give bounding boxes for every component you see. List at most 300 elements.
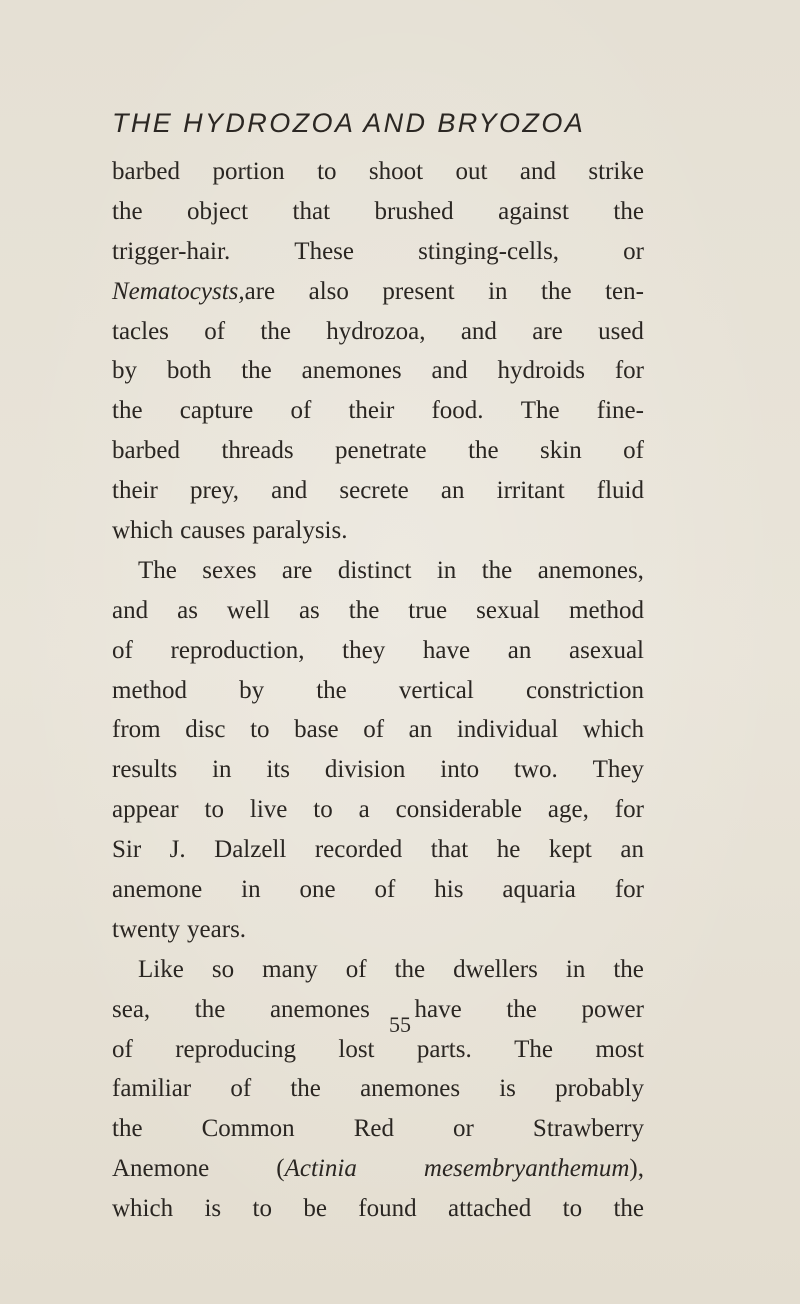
word-part: two. xyxy=(513,756,558,784)
word-part: Sir xyxy=(112,836,142,864)
word xyxy=(313,790,332,830)
text-line xyxy=(112,232,644,272)
word xyxy=(271,471,307,511)
word-part: anemones xyxy=(301,357,402,385)
word-part: the xyxy=(241,357,272,385)
word-part: both xyxy=(166,357,212,385)
word-part: or xyxy=(453,1115,474,1143)
word-part: have xyxy=(422,636,471,664)
word xyxy=(583,710,644,750)
word-part: the xyxy=(613,955,644,983)
word-part: which xyxy=(112,517,174,545)
word-part: an xyxy=(620,836,644,864)
word xyxy=(205,790,224,830)
word xyxy=(290,1069,321,1109)
word xyxy=(212,152,284,192)
word xyxy=(488,272,507,312)
word-part: anemones xyxy=(360,1075,461,1103)
word xyxy=(112,471,158,511)
word-part: and xyxy=(460,317,497,345)
text-line xyxy=(112,351,644,391)
word-part: their xyxy=(348,397,395,425)
word-part: prey, xyxy=(189,477,240,505)
word xyxy=(171,631,305,671)
word-part: capture xyxy=(179,397,254,425)
word-part: disc xyxy=(185,716,226,744)
word xyxy=(508,631,532,671)
text-line xyxy=(112,830,644,870)
word xyxy=(369,152,423,192)
word xyxy=(431,391,483,431)
word-part: base xyxy=(294,716,339,744)
italic-text: Nematocysts, xyxy=(112,277,245,305)
word-part: an xyxy=(408,716,433,744)
word xyxy=(112,830,141,870)
word-part: true xyxy=(408,596,448,624)
word xyxy=(497,471,565,511)
word-part: his xyxy=(434,876,464,904)
word-part: he xyxy=(496,836,521,864)
word xyxy=(538,551,644,591)
word-part: penetrate xyxy=(335,437,427,465)
word xyxy=(457,710,558,750)
word xyxy=(299,591,320,631)
word-part: stinging-cells, xyxy=(418,237,560,265)
word-part: Strawberry xyxy=(532,1115,644,1143)
word-part: the xyxy=(194,995,226,1023)
word-part: that xyxy=(292,197,331,225)
word xyxy=(563,1189,582,1229)
word xyxy=(502,870,576,910)
word xyxy=(293,192,331,232)
word-part: results xyxy=(112,756,178,784)
word-part: power xyxy=(581,995,644,1023)
word xyxy=(180,391,254,431)
word-part: skin xyxy=(540,437,582,465)
word-part: threads xyxy=(221,437,294,465)
word xyxy=(170,830,186,870)
word xyxy=(360,1069,460,1109)
body-text xyxy=(112,152,644,1229)
word xyxy=(346,950,367,990)
word xyxy=(521,391,560,431)
word xyxy=(112,1189,173,1229)
word xyxy=(112,351,137,391)
text-line xyxy=(112,1149,644,1189)
word xyxy=(177,591,198,631)
word xyxy=(418,232,559,272)
text-line xyxy=(112,391,644,431)
word xyxy=(112,431,180,471)
word xyxy=(431,830,469,870)
word-part: by xyxy=(239,676,265,704)
text-line xyxy=(112,710,644,750)
word xyxy=(112,1069,191,1109)
word-part: of xyxy=(112,1035,133,1063)
word xyxy=(204,312,225,352)
word xyxy=(363,710,384,750)
word xyxy=(167,351,211,391)
word-part: shoot xyxy=(368,158,424,185)
word-part: method xyxy=(569,596,644,624)
word xyxy=(598,312,644,352)
word xyxy=(549,830,592,870)
word xyxy=(620,830,644,870)
word xyxy=(569,631,644,671)
word-part: the xyxy=(348,596,380,624)
word-part: of xyxy=(230,1075,252,1103)
word xyxy=(315,830,402,870)
word-part: hydrozoa, xyxy=(326,317,426,345)
word xyxy=(354,1109,394,1149)
word-part: anemones xyxy=(269,995,370,1023)
word-part: to xyxy=(562,1195,583,1223)
word-part: and xyxy=(271,477,308,505)
word xyxy=(214,830,286,870)
word xyxy=(499,1069,516,1109)
word-part: they xyxy=(342,636,386,664)
word xyxy=(112,192,143,232)
word xyxy=(112,232,230,272)
word-part: These xyxy=(294,237,354,265)
word xyxy=(187,910,246,950)
word-part: for xyxy=(614,876,644,904)
word xyxy=(540,431,582,471)
word xyxy=(202,1109,295,1149)
word xyxy=(309,272,349,312)
word xyxy=(112,312,169,352)
word-part: strike xyxy=(588,158,644,185)
word-part: object xyxy=(187,197,249,225)
word xyxy=(339,471,408,511)
word-part: They xyxy=(592,756,644,784)
word xyxy=(498,192,569,232)
word-part: food. xyxy=(431,397,484,425)
word-part: constriction xyxy=(525,676,644,704)
page-number: 55 xyxy=(389,1012,411,1037)
word-part: and xyxy=(519,158,556,185)
word xyxy=(212,950,234,990)
word-part: the xyxy=(316,676,347,704)
word-part: are xyxy=(244,277,276,305)
word-part: twenty xyxy=(112,915,181,943)
word xyxy=(227,591,270,631)
word-part: The xyxy=(520,397,560,425)
word-part: the xyxy=(506,995,537,1023)
word-part: of xyxy=(623,437,644,465)
word-part: lost xyxy=(338,1035,375,1063)
word xyxy=(342,631,385,671)
text-line xyxy=(112,1189,644,1229)
word xyxy=(597,471,644,511)
word-part: which xyxy=(582,716,644,744)
word-part: their xyxy=(112,477,158,505)
word-part: of xyxy=(345,955,367,983)
text-line xyxy=(112,950,644,990)
word-part: familiar xyxy=(112,1075,192,1103)
word-part: a xyxy=(358,796,370,824)
word-part: so xyxy=(211,955,235,983)
word xyxy=(112,1109,143,1149)
word xyxy=(112,631,133,671)
word xyxy=(532,312,563,352)
word-part: well xyxy=(226,596,270,624)
word xyxy=(399,671,474,711)
word xyxy=(302,351,402,391)
word xyxy=(260,312,291,352)
word-part: an xyxy=(440,477,465,505)
word xyxy=(212,750,231,790)
word xyxy=(250,710,269,750)
word xyxy=(456,152,488,192)
word-part: attached xyxy=(447,1195,532,1223)
word xyxy=(112,391,143,431)
word-part: Common xyxy=(201,1115,295,1143)
word xyxy=(112,790,179,830)
word xyxy=(395,950,426,990)
word-part: distinct xyxy=(337,556,412,584)
word xyxy=(112,152,180,192)
word xyxy=(514,750,558,790)
word-part: of xyxy=(112,636,133,664)
word xyxy=(482,551,513,591)
text-line xyxy=(112,471,644,511)
word-part: most xyxy=(595,1035,644,1063)
word-part: parts. xyxy=(416,1035,472,1063)
word-part: into xyxy=(440,756,480,784)
word-part: causes xyxy=(180,517,246,545)
word xyxy=(613,192,644,232)
text-line xyxy=(112,750,644,790)
word-part: the xyxy=(394,955,426,983)
word-part: reproducing xyxy=(175,1035,296,1063)
word-part: the xyxy=(613,1195,644,1223)
word xyxy=(566,950,585,990)
text-line xyxy=(112,152,644,192)
word xyxy=(441,471,465,511)
word xyxy=(348,391,394,431)
word xyxy=(423,631,470,671)
word xyxy=(615,790,644,830)
word-part: appear xyxy=(112,796,179,824)
word xyxy=(138,950,184,990)
word xyxy=(548,790,589,830)
word-part: and xyxy=(431,357,468,385)
word xyxy=(615,351,644,391)
word-part: sexes xyxy=(202,556,257,584)
italic-text: mesembryanthemum xyxy=(423,1155,630,1183)
word-part: division xyxy=(324,756,406,784)
word-part: in xyxy=(436,556,457,584)
word xyxy=(112,910,180,950)
word-part: for xyxy=(614,796,644,824)
word-part: are xyxy=(281,556,313,584)
word-part: reproduction, xyxy=(170,636,305,664)
word xyxy=(204,1189,221,1229)
word xyxy=(613,1189,644,1229)
word-part: of xyxy=(363,716,385,744)
word-part: ten- xyxy=(605,277,644,305)
word-part: to xyxy=(252,1195,272,1223)
word xyxy=(252,511,347,551)
word xyxy=(555,1069,644,1109)
word xyxy=(497,830,521,870)
word-part: sea, xyxy=(112,995,151,1023)
word-part: to xyxy=(204,796,224,824)
word-part: used xyxy=(598,317,644,345)
word-part: against xyxy=(498,197,569,225)
word-part: to xyxy=(313,796,333,824)
word xyxy=(461,312,497,352)
word xyxy=(112,710,161,750)
word xyxy=(138,551,177,591)
word xyxy=(294,232,354,272)
text-line xyxy=(112,671,644,711)
word-part: Anemone xyxy=(112,1155,210,1183)
word xyxy=(349,591,380,631)
word-part: found xyxy=(358,1195,417,1223)
word xyxy=(468,431,499,471)
word-part: to xyxy=(250,716,270,744)
text-line xyxy=(112,431,644,471)
text-line xyxy=(112,511,644,551)
word-part: considerable xyxy=(395,796,523,824)
word-part: as xyxy=(177,596,198,624)
word-part: be xyxy=(303,1195,327,1223)
word xyxy=(434,870,463,910)
word-part: the xyxy=(112,397,143,425)
text-line xyxy=(112,272,644,312)
word-part: the xyxy=(613,197,644,225)
word xyxy=(112,591,148,631)
word-part: is xyxy=(204,1195,222,1223)
word xyxy=(520,152,556,192)
word xyxy=(375,870,396,910)
word-part: ), xyxy=(629,1155,644,1183)
word xyxy=(335,431,427,471)
text-line xyxy=(112,790,644,830)
word-part: and xyxy=(112,596,149,624)
word-part: the xyxy=(112,1115,143,1143)
word-part: of xyxy=(374,876,396,904)
word-part: ( xyxy=(276,1155,285,1183)
word-part: for xyxy=(614,357,644,385)
word xyxy=(338,551,412,591)
word xyxy=(382,272,454,312)
word-part: in xyxy=(488,277,508,305)
italic-text: Actinia xyxy=(284,1155,357,1183)
text-line xyxy=(112,910,644,950)
word xyxy=(448,1189,531,1229)
word xyxy=(239,671,264,711)
word xyxy=(409,710,433,750)
word xyxy=(317,152,336,192)
word-part: one xyxy=(299,876,336,904)
word xyxy=(187,192,248,232)
word-part: is xyxy=(499,1075,516,1103)
word-part: the xyxy=(290,1075,321,1103)
word xyxy=(276,1149,357,1189)
word xyxy=(316,671,347,711)
text-line xyxy=(112,631,644,671)
word xyxy=(615,870,644,910)
word xyxy=(112,511,173,551)
word-part: its xyxy=(266,756,291,784)
word-part: Red xyxy=(353,1115,394,1143)
running-head: THE HYDROZOA AND BRYOZOA xyxy=(112,108,586,138)
word xyxy=(358,1189,416,1229)
word-part: dwellers xyxy=(453,955,538,983)
word-part: J. xyxy=(169,836,186,864)
word-part: by xyxy=(112,357,137,385)
word xyxy=(440,750,479,790)
word xyxy=(623,232,644,272)
word-part: from xyxy=(112,716,161,744)
word-part: many xyxy=(262,955,318,983)
word-part: recorded xyxy=(314,836,403,864)
word-part: individual xyxy=(456,716,559,744)
word xyxy=(623,431,644,471)
text-line xyxy=(112,870,644,910)
word-part: aquaria xyxy=(502,876,576,904)
word xyxy=(241,870,260,910)
word xyxy=(250,790,288,830)
word xyxy=(431,351,467,391)
text-line xyxy=(112,1069,644,1109)
word xyxy=(453,950,538,990)
word xyxy=(588,152,644,192)
word xyxy=(569,591,644,631)
text-line xyxy=(112,312,644,352)
word-part: paralysis. xyxy=(252,517,348,545)
word-part: kept xyxy=(548,836,592,864)
word-part: are xyxy=(532,317,563,345)
word xyxy=(396,790,522,830)
word-part: portion xyxy=(212,158,285,185)
word xyxy=(597,391,644,431)
word xyxy=(253,1189,272,1229)
word-part: hydroids xyxy=(497,357,585,385)
word xyxy=(437,551,456,591)
word-part: to xyxy=(317,158,337,185)
word-part: live xyxy=(249,796,288,824)
word xyxy=(185,710,225,750)
word xyxy=(303,1189,327,1229)
word xyxy=(375,192,454,232)
word xyxy=(202,551,256,591)
word xyxy=(112,870,202,910)
word-part: sexual xyxy=(476,596,541,624)
word xyxy=(190,471,239,511)
word-part: out xyxy=(455,158,488,185)
text-line xyxy=(112,551,644,591)
word-part: the xyxy=(541,277,572,305)
word-part: vertical xyxy=(398,676,474,704)
word-part: present xyxy=(382,277,455,305)
word-part: The xyxy=(138,556,177,584)
word xyxy=(593,750,644,790)
word-part: trigger-hair. xyxy=(112,237,231,265)
word-part: The xyxy=(514,1035,553,1063)
word-part: anemone xyxy=(112,876,203,904)
word-part: brushed xyxy=(374,197,454,225)
word xyxy=(533,1109,644,1149)
word xyxy=(112,272,275,312)
word xyxy=(497,351,585,391)
word xyxy=(424,1149,644,1189)
word xyxy=(359,790,370,830)
word xyxy=(112,671,187,711)
